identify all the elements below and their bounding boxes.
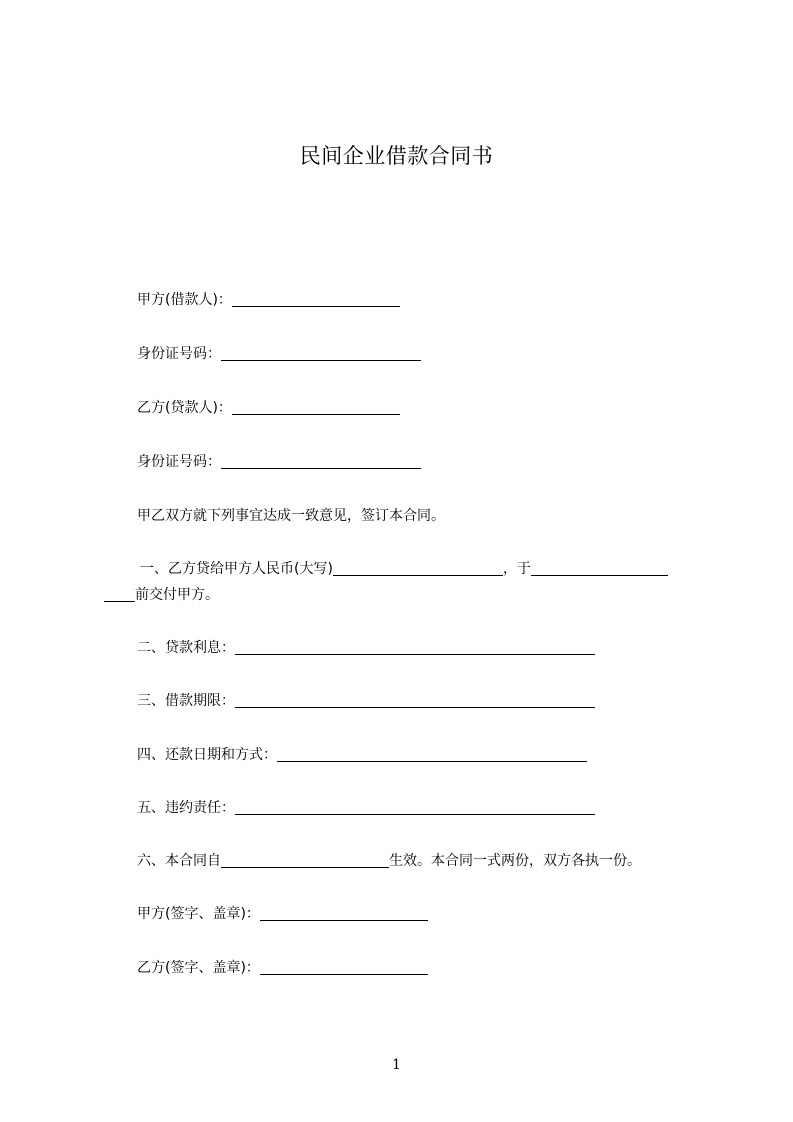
clause6-date-blank[interactable] — [221, 853, 389, 868]
sign-a-row — [137, 904, 428, 924]
clause6-end: 生效。本合同一式两份，双方各执一份。 — [389, 853, 641, 869]
clause6-row — [137, 851, 641, 871]
clause1-date-blank[interactable] — [531, 561, 668, 576]
clause3-row — [137, 691, 595, 711]
clause1-mid: ，于 — [502, 561, 531, 577]
clause4-label: 四、还款日期和方式： — [137, 747, 277, 763]
party-b-label: 乙方(贷款人)： — [137, 400, 232, 416]
sign-a-blank[interactable] — [260, 906, 428, 921]
party-b-id-label: 身份证号码： — [137, 454, 221, 470]
clause6-start: 六、本合同自 — [137, 853, 221, 869]
clause3-blank[interactable] — [235, 693, 595, 708]
clause2-label: 二、贷款利息： — [137, 640, 235, 656]
party-b-id-row — [137, 452, 421, 472]
party-a-id-row — [137, 344, 421, 364]
clause4-blank[interactable] — [277, 747, 587, 762]
clause2-row — [137, 638, 595, 658]
party-a-label: 甲方(借款人)： — [137, 292, 232, 308]
clause5-blank[interactable] — [235, 800, 595, 815]
intro-text: 甲乙双方就下列事宜达成一致意见，签订本合同。 — [137, 508, 445, 524]
clause2-blank[interactable] — [235, 640, 595, 655]
page-number: 1 — [392, 1057, 401, 1073]
party-b-id-blank[interactable] — [221, 454, 421, 469]
party-a-blank[interactable] — [232, 292, 400, 307]
clause1-date-blank-continued[interactable] — [104, 587, 135, 602]
clause1-start: 一、乙方贷给甲方人民币(大写) — [140, 561, 333, 577]
clause1-row — [140, 559, 668, 579]
sign-b-row — [137, 958, 428, 978]
sign-a-label: 甲方(签字、盖章)： — [137, 906, 260, 922]
clause3-label: 三、借款期限： — [137, 693, 235, 709]
sign-b-blank[interactable] — [260, 960, 428, 975]
party-a-id-blank[interactable] — [221, 346, 421, 361]
clause1-end: 前交付甲方。 — [135, 587, 219, 603]
party-a-row — [137, 290, 400, 310]
clause4-row — [137, 745, 587, 765]
clause5-row — [137, 798, 595, 818]
intro-row — [137, 506, 445, 526]
document-title: 民间企业借款合同书 — [299, 144, 494, 168]
clause1-amount-blank[interactable] — [333, 561, 503, 576]
party-b-blank[interactable] — [232, 400, 400, 415]
party-a-id-label: 身份证号码： — [137, 346, 221, 362]
clause5-label: 五、违约责任： — [137, 800, 235, 816]
party-b-row — [137, 398, 400, 418]
clause1-continuation-row — [104, 585, 219, 605]
sign-b-label: 乙方(签字、盖章)： — [137, 960, 260, 976]
